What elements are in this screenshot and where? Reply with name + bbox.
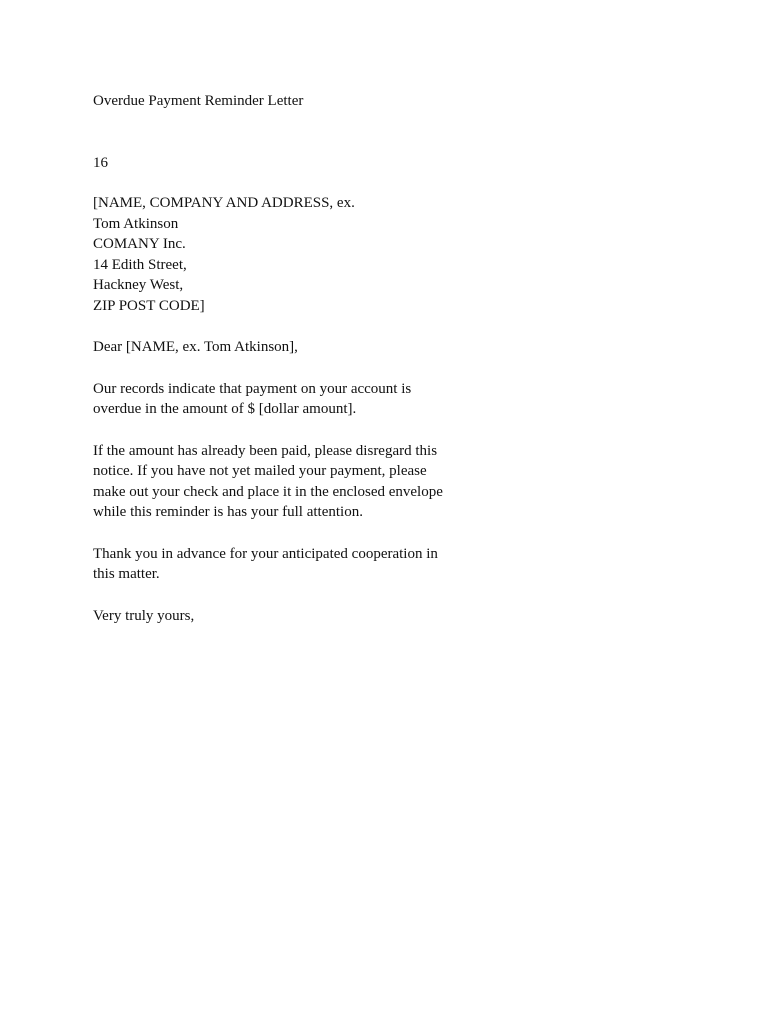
- closing: Very truly yours,: [93, 607, 195, 624]
- address-line: Hackney West,: [93, 277, 184, 293]
- letter-title: Overdue Payment Reminder Letter: [93, 93, 304, 109]
- recipient-address-block: [93, 193, 473, 316]
- paragraph-line: Our records indicate that payment on your account is: [93, 380, 412, 397]
- paragraph-line: make out your check and place it in the enclosed envelope: [93, 483, 443, 500]
- paragraph-line: Thank you in advance for your anticipated cooperation in: [93, 545, 438, 562]
- paragraph-line: overdue in the amount of $ [dollar amount].: [93, 401, 357, 417]
- paragraph-payment-overdue: [93, 379, 473, 420]
- paragraph-line: notice. If you have not yet mailed your payment, please: [93, 463, 427, 479]
- paragraph-line: this matter.: [93, 566, 160, 582]
- address-line: ZIP POST CODE]: [93, 297, 205, 314]
- address-line: COMANY Inc.: [93, 236, 186, 252]
- address-line: Tom Atkinson: [93, 215, 179, 232]
- paragraph-line: If the amount has already been paid, please disregard this: [93, 442, 438, 459]
- paragraph-thank-you: [93, 544, 473, 585]
- paragraph-disregard-notice: [93, 441, 473, 523]
- address-line: [NAME, COMPANY AND ADDRESS, ex.: [93, 195, 355, 211]
- address-line: 14 Edith Street,: [93, 256, 187, 273]
- salutation: Dear [NAME, ex. Tom Atkinson],: [93, 339, 298, 355]
- letter-body: [93, 91, 473, 626]
- letter-date: 16: [93, 154, 108, 171]
- paragraph-line: while this reminder is has your full attention.: [93, 504, 363, 520]
